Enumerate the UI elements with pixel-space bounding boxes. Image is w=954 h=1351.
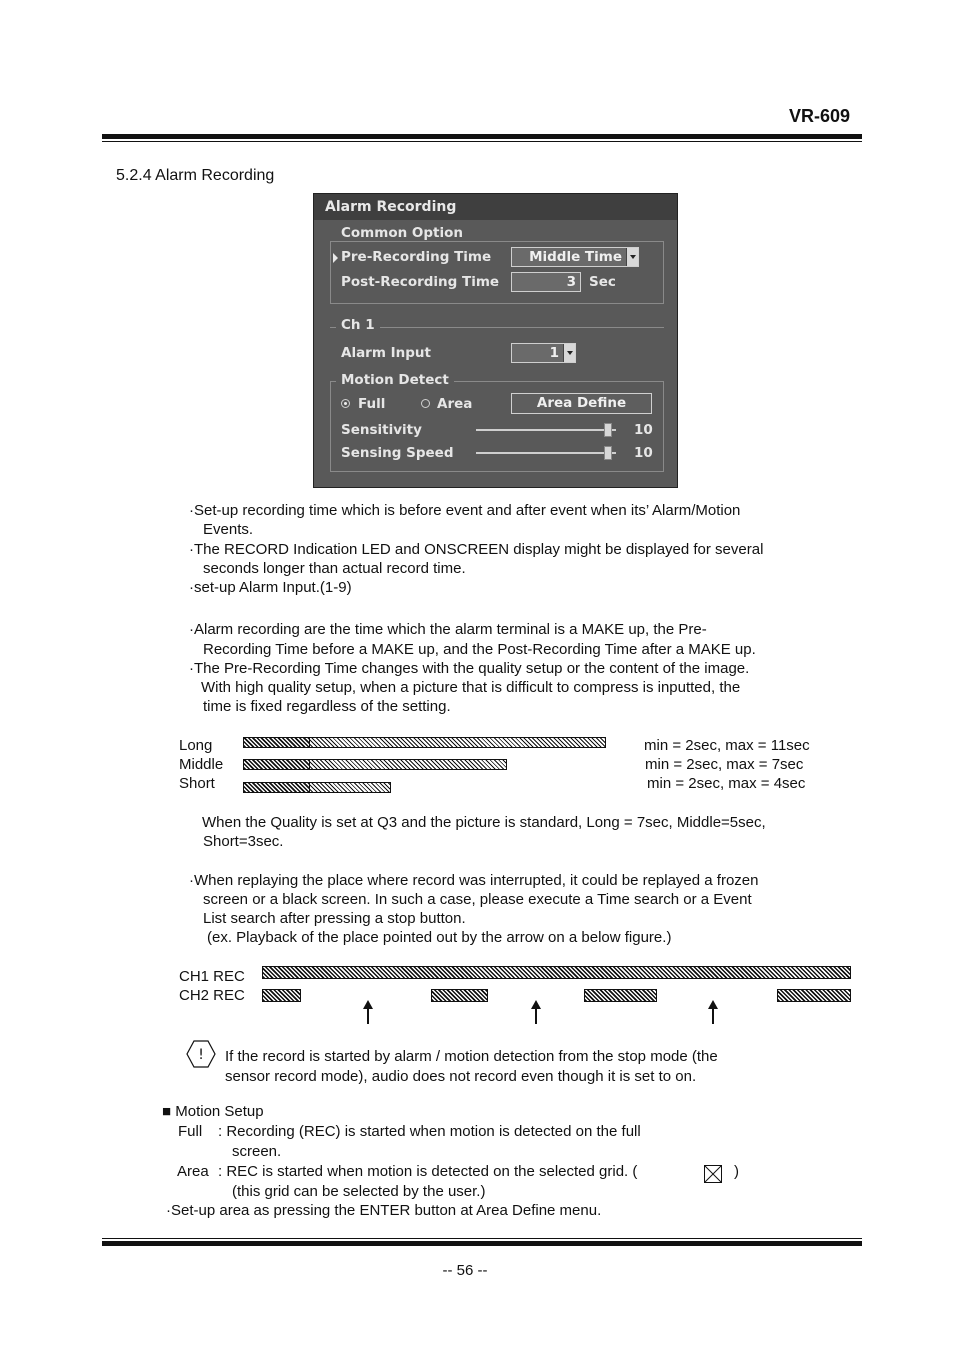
ch1-rec-label: CH1 REC (179, 968, 245, 985)
bullet-record-led: ·The RECORD Indication LED and ONSCREEN display might be displayed for several (189, 541, 764, 558)
bullet-alarm-recording: ·Alarm recording are the time which the alarm terminal is a MAKE up, the Pre- (189, 621, 707, 638)
sensitivity-thumb[interactable] (604, 423, 612, 437)
footer-rule-thin (102, 1238, 862, 1239)
ch2-rec-segment (777, 989, 851, 1002)
caution-text: If the record is started by alarm / motion detection from the stop mode (the (225, 1048, 718, 1065)
bar-long-min (243, 737, 310, 748)
area-label: Area (437, 396, 473, 412)
replay-note-example: (ex. Playback of the place pointed out by the arrow on a below figure.) (207, 929, 672, 946)
sensing-speed-value: 10 (634, 445, 653, 461)
sensitivity-value: 10 (634, 422, 653, 438)
header-rule (102, 134, 862, 139)
post-recording-unit: Sec (589, 274, 616, 290)
area-define-button[interactable]: Area Define (511, 393, 652, 414)
grid-cell-icon (704, 1165, 722, 1183)
sensing-speed-label: Sensing Speed (341, 445, 454, 461)
osd-title: Alarm Recording (314, 194, 677, 220)
channel-legend: Ch 1 (336, 317, 380, 333)
bullet-setup-time-cont: Events. (203, 521, 254, 538)
full-label: Full (358, 396, 386, 412)
ch2-rec-segment (584, 989, 657, 1002)
chevron-down-icon[interactable] (563, 344, 575, 362)
replay-note: ·When replaying the place where record was interrupted, it could be replayed a frozen (189, 872, 759, 889)
common-option-legend: Common Option (336, 225, 468, 241)
bullet-pre-recording-cont2: time is fixed regardless of the setting. (203, 698, 451, 715)
bar-short-min (243, 782, 310, 793)
bullet-alarm-input: ·set-up Alarm Input.(1-9) (189, 579, 352, 596)
chevron-down-icon[interactable] (626, 248, 638, 266)
pre-recording-value: Middle Time (529, 249, 622, 265)
bullet-record-led-cont: seconds longer than actual record time. (203, 560, 466, 577)
bullet-pre-recording-cont: With high quality setup, when a picture that is difficult to compress is inputted, the (201, 679, 741, 696)
channel-divider (330, 327, 664, 328)
alarm-input-label: Alarm Input (341, 345, 431, 361)
caution-text-cont: sensor record mode), audio does not record even though it is set to on. (225, 1068, 697, 1085)
post-recording-label: Post-Recording Time (341, 274, 500, 290)
ch2-rec-segment (262, 989, 301, 1002)
pre-recording-label: Pre-Recording Time (341, 249, 492, 265)
post-recording-input[interactable]: 3 (511, 272, 581, 292)
bullet-pre-recording: ·The Pre-Recording Time changes with the quality setup or the content of the image. (189, 660, 750, 677)
alarm-recording-osd (313, 193, 678, 488)
replay-note-cont: screen or a black screen. In such a case, please execute a Time search or a Event (203, 891, 752, 908)
area-description: : REC is started when motion is detected on the selected grid. ( (218, 1163, 638, 1180)
alarm-input-value: 1 (549, 345, 559, 361)
area-define-bullet: ·Set-up area as pressing the ENTER button at Area Define menu. (166, 1202, 602, 1219)
bar-label-short: Short (179, 775, 215, 792)
bar-label-middle: Middle (179, 756, 224, 773)
area-description-cont: (this grid can be selected by the user.) (232, 1183, 486, 1200)
full-term: Full (178, 1123, 203, 1140)
range-middle: min = 2sec, max = 7sec (645, 756, 804, 773)
area-description-close: ) (734, 1163, 739, 1180)
range-long: min = 2sec, max = 11sec (644, 737, 810, 754)
full-radio[interactable] (341, 399, 350, 408)
svg-text:!: ! (198, 1047, 204, 1063)
arrow-up-stem (712, 1008, 714, 1024)
sensing-speed-thumb[interactable] (604, 446, 612, 460)
ch2-rec-segment (431, 989, 488, 1002)
range-short: min = 2sec, max = 4sec (647, 775, 806, 792)
header-rule-thin (102, 141, 862, 142)
ch2-rec-label: CH2 REC (179, 987, 245, 1004)
full-description-cont: screen. (232, 1143, 282, 1160)
ch1-rec-bar (262, 966, 851, 979)
model-name: VR-609 (788, 106, 850, 126)
sensing-speed-slider[interactable] (476, 445, 616, 461)
sensitivity-track (476, 429, 616, 431)
arrow-up-stem (367, 1008, 369, 1024)
area-term: Area (177, 1163, 209, 1180)
bullet-setup-time: ·Set-up recording time which is before event and after event when its’ Alarm/Motion (189, 502, 741, 519)
alarm-input-select[interactable] (511, 343, 576, 363)
footer-rule (102, 1241, 862, 1246)
selection-arrow-icon (333, 253, 338, 263)
bullet-alarm-recording-cont: Recording Time before a MAKE up, and the Post-Recording Time after a MAKE up. (203, 641, 756, 658)
motion-setup-heading: ■ Motion Setup (162, 1103, 264, 1120)
area-radio[interactable] (421, 399, 430, 408)
pre-recording-select[interactable] (511, 247, 639, 267)
sensitivity-label: Sensitivity (341, 422, 422, 438)
full-description: : Recording (REC) is started when motion is detected on the full (218, 1123, 641, 1140)
warning-icon (186, 1040, 216, 1068)
quality-note-cont: Short=3sec. (203, 833, 284, 850)
page-number: -- 56 -- (442, 1262, 488, 1279)
section-title: 5.2.4 Alarm Recording (116, 167, 275, 184)
quality-note: When the Quality is set at Q3 and the picture is standard, Long = 7sec, Middle=5sec, (202, 814, 766, 831)
bar-label-long: Long (179, 737, 213, 754)
replay-note-cont2: List search after pressing a stop button. (203, 910, 466, 927)
motion-detect-legend: Motion Detect (336, 372, 454, 388)
arrow-up-stem (535, 1008, 537, 1024)
bar-middle-min (243, 759, 310, 770)
sensing-speed-track (476, 452, 616, 454)
sensitivity-slider[interactable] (476, 422, 616, 438)
